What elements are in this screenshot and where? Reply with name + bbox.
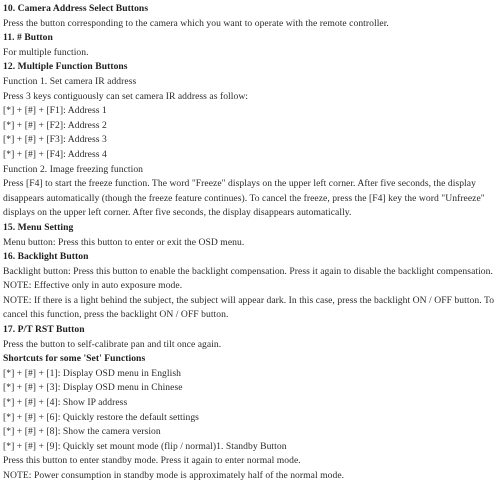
body-text-line: displays on the upper left corner. After five seconds, the display disappears automatically. (3, 207, 352, 219)
body-text-line: For multiple function. (3, 46, 89, 58)
body-text-line: Function 1. Set camera IR address (3, 75, 137, 87)
section-heading: 12. Multiple Function Buttons (3, 61, 128, 73)
body-text-line: Backlight button: Press this button to enable the backlight compensation. Press it again to disable the backlight compensation. (3, 265, 493, 277)
body-text-line: [*] + [#] + [9]: Quickly set mount mode (flip / normal)1. Standby Button (3, 440, 287, 452)
body-text-line: Press 3 keys contiguously can set camera IR address as follow: (3, 90, 249, 102)
section-heading: 11. # Button (3, 32, 53, 44)
section-heading: 16. Backlight Button (3, 251, 89, 263)
body-text-line: [*] + [#] + [8]: Show the camera version (3, 426, 161, 438)
body-text-line: cancel this function, press the backlight ON / OFF button. (3, 309, 229, 321)
body-text-line: NOTE: If there is a light behind the subject, the subject will appear dark. In this case, press the backlight ON / OFF button. To (3, 294, 495, 306)
section-heading: 17. P/T RST Button (3, 324, 85, 336)
section-heading: 10. Camera Address Select Buttons (3, 3, 149, 14)
body-text-line: [*] + [#] + [6]: Quickly restore the default settings (3, 411, 199, 423)
body-text-line: [*] + [#] + [F4]: Address 4 (3, 148, 107, 160)
body-text-line: [*] + [#] + [F3]: Address 3 (3, 134, 107, 146)
body-text-line: Press this button to enter standby mode. Press it again to enter normal mode. (3, 455, 301, 467)
body-text-line: [*] + [#] + [F1]: Address 1 (3, 105, 107, 117)
body-text-line: [*] + [#] + [1]: Display OSD menu in English (3, 367, 181, 379)
body-text-line: Function 2. Image freezing function (3, 163, 144, 175)
body-text-line: Press [F4] to start the freeze function. The word "Freeze" displays on the upper left corner. After five seconds, the display (3, 178, 476, 190)
body-text-line: [*] + [#] + [3]: Display OSD menu in Chinese (3, 382, 183, 394)
body-text-line: [*] + [#] + [4]: Show IP address (3, 397, 128, 409)
body-text-line: Press the button corresponding to the camera which you want to operate with the remote controller. (3, 17, 389, 29)
body-text-line: [*] + [#] + [F2]: Address 2 (3, 119, 107, 131)
body-text-line: Menu button: Press this button to enter or exit the OSD menu. (3, 236, 245, 248)
section-heading: 15. Menu Setting (3, 221, 74, 233)
body-text-line: Press the button to self-calibrate pan and tilt once again. (3, 338, 222, 350)
body-text-line: disappears automatically (though the freeze feature continues). To cancel the freeze, press the [F4] key the word "Unfreeze" (3, 192, 485, 204)
section-heading: Shortcuts for some 'Set' Functions (3, 353, 146, 365)
body-text-line: NOTE: Effective only in auto exposure mode. (3, 280, 183, 292)
body-text-line: NOTE: Power consumption in standby mode is approximately half of the normal mode. (3, 470, 345, 481)
